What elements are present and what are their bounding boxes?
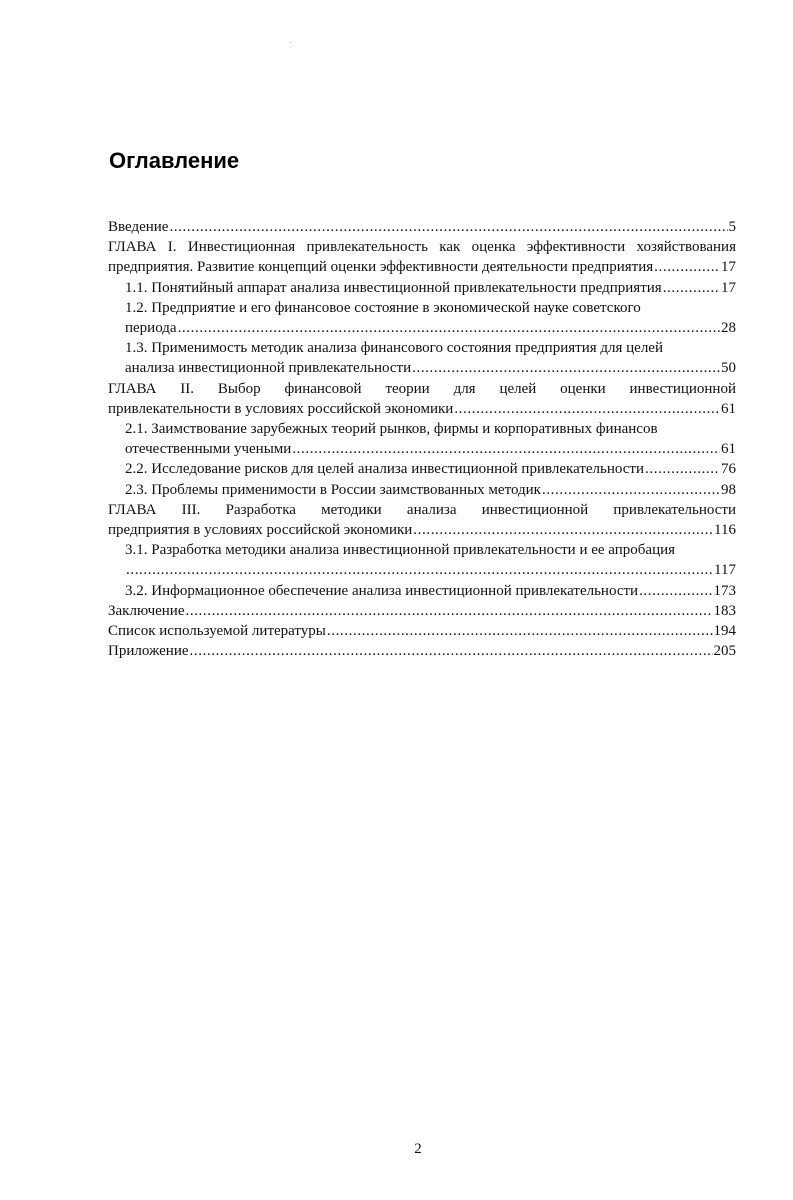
dot-leader — [663, 278, 720, 298]
toc-page-number: 17 — [721, 259, 736, 276]
dot-leader — [542, 480, 720, 500]
dot-leader — [645, 459, 720, 479]
toc-page-number: 205 — [713, 643, 736, 660]
toc-entry-text: 2.2. Исследование рисков для целей анализа инвестиционной привлекательности — [125, 461, 645, 478]
toc-entry-appendix[interactable] — [108, 641, 736, 661]
table-of-contents — [108, 217, 736, 661]
toc-entry-text: Заключение — [108, 602, 185, 619]
toc-page-number: 17 — [721, 279, 736, 296]
toc-entry-conclusion[interactable] — [108, 601, 736, 621]
dot-leader — [292, 439, 720, 459]
toc-entry-section-3-2[interactable] — [108, 581, 736, 601]
toc-entry-text: 2.3. Проблемы применимости в России заимствованных методик — [125, 481, 541, 498]
toc-entry-section-1-3[interactable] — [108, 338, 736, 378]
dot-leader — [639, 581, 712, 601]
toc-entry-text: ГЛАВА III. Разработка методики анализа инвестиционной привлекательности — [108, 501, 736, 518]
toc-entry-text: Введение — [108, 219, 169, 235]
toc-page-number: 76 — [721, 461, 736, 478]
toc-entry-chapter-2[interactable] — [108, 379, 736, 419]
toc-page-number: 98 — [721, 481, 736, 498]
toc-entry-text: Приложение — [108, 643, 189, 660]
page-number: 2 — [414, 1141, 422, 1157]
toc-page-number: 183 — [713, 602, 736, 619]
dot-leader — [412, 358, 720, 378]
toc-entry-section-1-1[interactable] — [108, 278, 736, 298]
scan-speck — [290, 42, 291, 43]
toc-page-number: 116 — [714, 522, 736, 539]
page-title: Оглавление — [109, 148, 240, 173]
toc-entry-text: 1.1. Понятийный аппарат анализа инвестиционной привлекательности предприятия — [125, 279, 662, 296]
toc-entry-text: предприятия в условиях российской экономики — [108, 522, 413, 539]
dot-leader — [169, 217, 727, 237]
toc-page-number: 61 — [721, 441, 736, 458]
toc-entry-text: анализа инвестиционной привлекательности — [125, 360, 412, 377]
dot-leader — [654, 257, 720, 277]
toc-entry-text: предприятия. Развитие концепций оценки эффективности деятельности предприятия — [108, 259, 654, 276]
toc-entry-text: 1.3. Применимость методик анализа финансового состояния предприятия для целей — [125, 340, 663, 357]
toc-entry-text: 3.2. Информационное обеспечение анализа инвестиционной привлекательности — [125, 582, 639, 599]
toc-entry-section-3-1[interactable] — [108, 540, 736, 580]
toc-page-number: 194 — [713, 623, 736, 640]
toc-entry-bibliography[interactable] — [108, 621, 736, 641]
dot-leader — [327, 621, 713, 641]
dot-leader — [186, 601, 713, 621]
toc-page-number: 28 — [721, 320, 736, 337]
toc-page-number: 173 — [713, 582, 736, 599]
toc-entry-text: ГЛАВА II. Выбор финансовой теории для целей оценки инвестиционной — [108, 380, 736, 397]
toc-entry-text: Список используемой литературы — [108, 623, 326, 640]
toc-entry-section-1-2[interactable] — [108, 298, 736, 338]
toc-page-number: 117 — [714, 562, 736, 579]
toc-entry-chapter-1[interactable] — [108, 237, 736, 277]
toc-entry-text: периода — [125, 320, 177, 337]
dot-leader — [190, 641, 713, 661]
toc-entry-text: отечественными учеными — [125, 441, 292, 458]
dot-leader — [454, 399, 720, 419]
toc-entry-text: 2.1. Заимствование зарубежных теорий рынков, фирмы и корпоративных финансов — [125, 421, 658, 438]
toc-entry-introduction[interactable] — [108, 217, 736, 237]
dot-leader — [126, 560, 713, 580]
toc-page-number: 61 — [721, 400, 736, 417]
toc-page-number: 50 — [721, 360, 736, 377]
toc-entry-section-2-1[interactable] — [108, 419, 736, 459]
toc-entry-text: привлекательности в условиях российской экономики — [108, 400, 454, 417]
toc-entry-text: ГЛАВА I. Инвестиционная привлекательность как оценка эффективности хозяйствования — [108, 239, 736, 256]
dot-leader — [413, 520, 713, 540]
toc-entry-text: 1.2. Предприятие и его финансовое состояние в экономической науке советского — [125, 299, 641, 316]
toc-entry-text: 3.1. Разработка методики анализа инвестиционной привлекательности и ее апробация — [125, 542, 676, 559]
toc-page-number: 5 — [728, 219, 736, 235]
toc-entry-section-2-3[interactable] — [108, 480, 736, 500]
dot-leader — [178, 318, 720, 338]
toc-entry-section-2-2[interactable] — [108, 459, 736, 479]
toc-entry-chapter-3[interactable] — [108, 500, 736, 540]
